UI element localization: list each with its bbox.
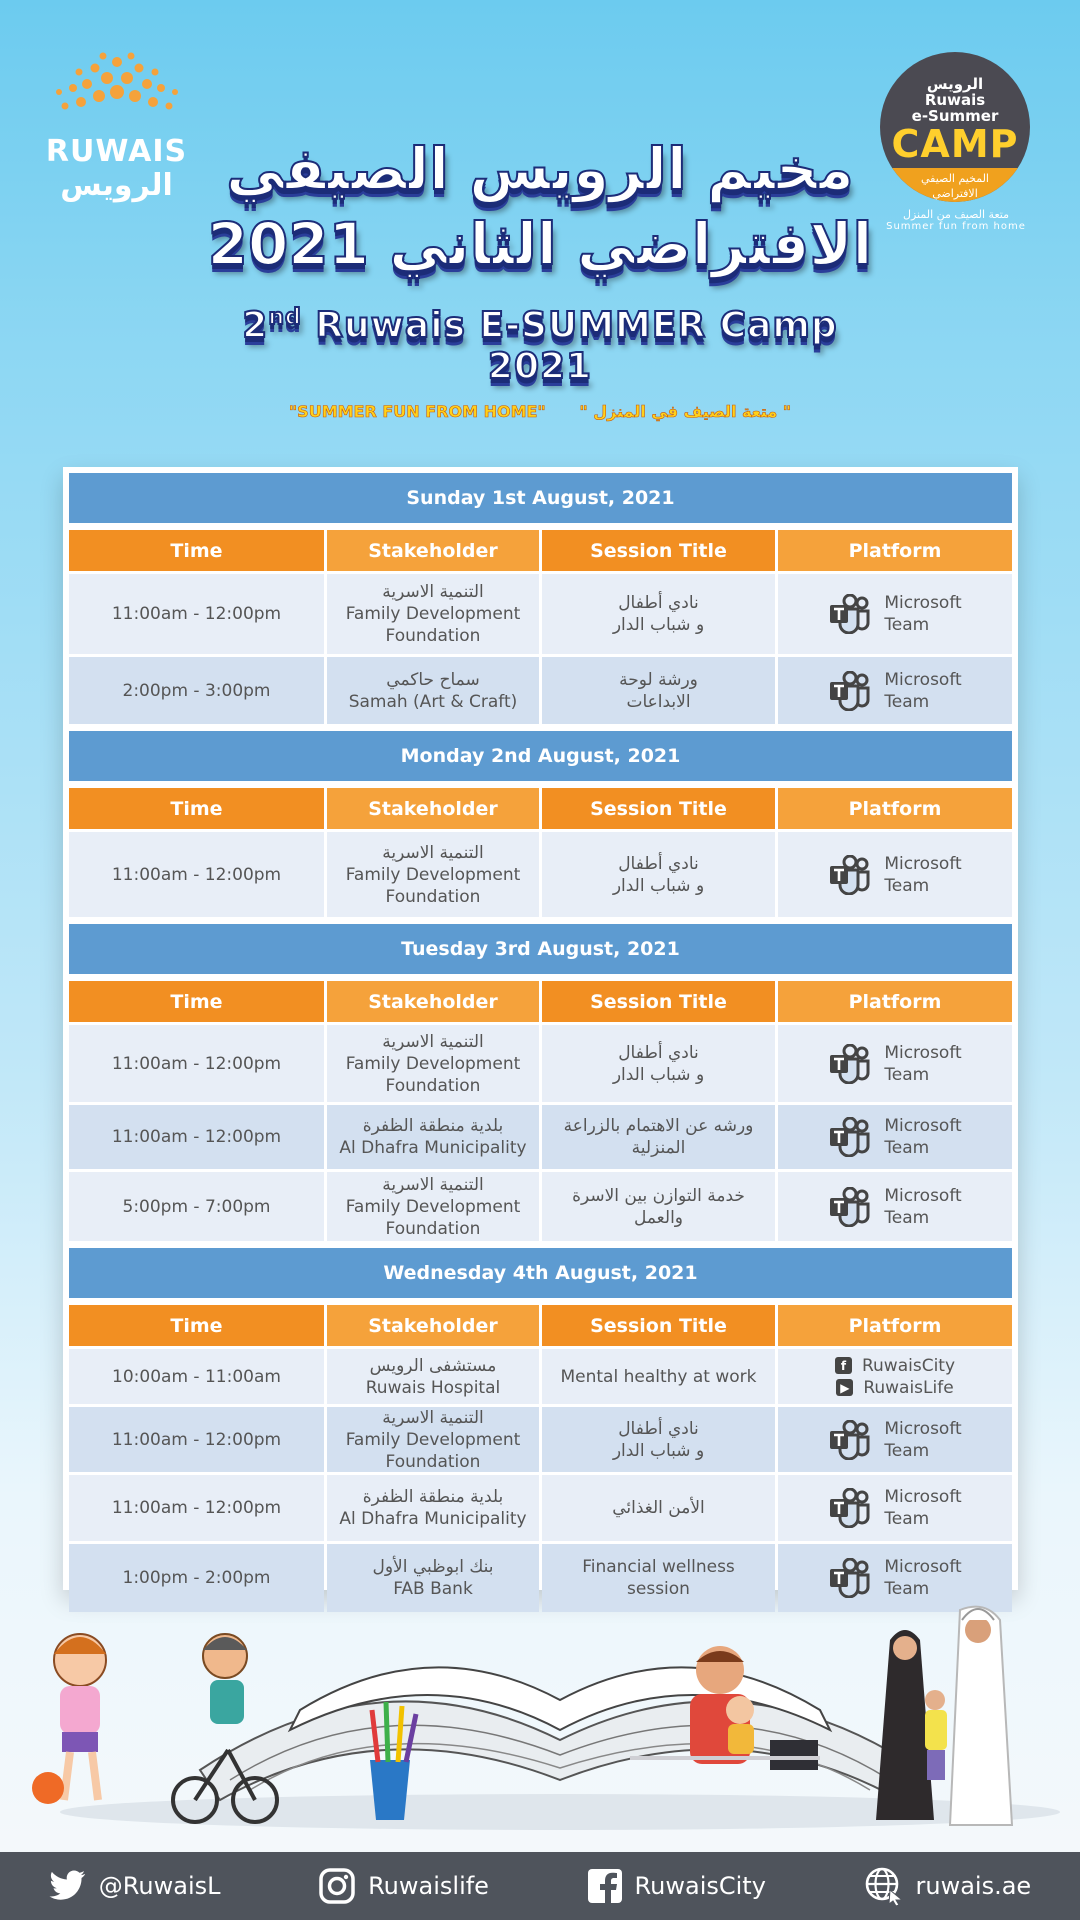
- badge-camp: CAMP: [891, 122, 1019, 166]
- platform-line: Team: [884, 1138, 930, 1158]
- globe-icon: [864, 1866, 904, 1906]
- session-line: الأمن الغذائي: [612, 1498, 705, 1518]
- stakeholder-line: بلدية منطقة الظفرة: [362, 1116, 504, 1136]
- stakeholder-line: Foundation: [385, 1218, 481, 1239]
- badge-en-line1: Ruwais: [924, 91, 986, 109]
- stakeholder-line: التنمية الاسرية: [382, 1031, 484, 1052]
- platform-line: Team: [884, 1064, 930, 1085]
- cell-stakeholder: [327, 571, 539, 654]
- cell-stakeholder: [327, 1022, 539, 1102]
- cell-platform: [778, 1022, 1012, 1102]
- table-row: [69, 654, 1012, 724]
- time-text: 10:00am - 11:00am: [112, 1366, 281, 1387]
- microsoft-teams-icon: [828, 594, 872, 634]
- cell-platform: [778, 571, 1012, 654]
- title-en-num: 2: [242, 305, 269, 346]
- stakeholder-line: التنمية الاسرية: [382, 842, 484, 863]
- session-line: و شباب الدار: [612, 875, 705, 896]
- microsoft-teams-icon: [828, 855, 872, 895]
- platform-line: Team: [884, 1579, 930, 1599]
- platform-line: Team: [884, 1440, 930, 1461]
- time-text: 11:00am - 12:00pm: [111, 1498, 282, 1518]
- stakeholder-line: Family Development: [345, 604, 521, 624]
- day-header: Tuesday 3rd August, 2021: [69, 924, 1012, 974]
- column-header-session: Session Title: [542, 530, 775, 571]
- ecamp-badge: [880, 52, 1032, 234]
- cell-stakeholder: [327, 829, 539, 917]
- microsoft-teams-icon: [828, 1044, 872, 1084]
- footer-instagram[interactable]: [318, 1867, 489, 1905]
- column-header-stakeholder: Stakeholder: [327, 788, 539, 829]
- session-line: و شباب الدار: [612, 615, 705, 635]
- sunburst-icon: [47, 50, 187, 130]
- badge-tagline-ar: متعة الصيف من المنزل: [903, 208, 1009, 221]
- tagline-en: "SUMMER FUN FROM HOME": [288, 402, 546, 421]
- facebook-icon: [587, 1868, 623, 1904]
- cell-time: [69, 1169, 324, 1241]
- footer-facebook-label: RuwaisCity: [634, 1872, 766, 1900]
- cell-platform: [778, 829, 1012, 917]
- stakeholder-line: Foundation: [385, 626, 481, 646]
- cell-session: [542, 829, 775, 917]
- cell-time: [69, 571, 324, 654]
- stakeholder-line: Samah (Art & Craft): [348, 691, 518, 712]
- column-header-time: Time: [69, 788, 324, 829]
- ruwais-logo: [44, 50, 189, 215]
- table-row: [69, 829, 1012, 917]
- twitter-icon: [49, 1869, 87, 1903]
- column-header-time: Time: [69, 1305, 324, 1346]
- platform-line: Microsoft: [884, 1418, 962, 1439]
- column-header-session: Session Title: [542, 788, 775, 829]
- stakeholder-line: Foundation: [385, 1075, 481, 1096]
- platform-line: Microsoft: [884, 1557, 962, 1577]
- table-row: [69, 1102, 1012, 1169]
- family-illustration: [876, 1607, 1012, 1825]
- footer-instagram-label: Ruwaislife: [368, 1872, 489, 1900]
- day-header: Monday 2nd August, 2021: [69, 731, 1012, 781]
- cell-platform: [778, 1404, 1012, 1472]
- platform-line: Microsoft: [884, 1185, 962, 1206]
- session-line: Financial wellness: [582, 1557, 735, 1577]
- logo-text-ar: الرويس: [60, 168, 173, 203]
- cell-time: [69, 1022, 324, 1102]
- girl-illustration: [32, 1634, 106, 1804]
- platform-line: Microsoft: [884, 1487, 962, 1507]
- stakeholder-line: بلدية منطقة الظفرة: [362, 1487, 504, 1507]
- stakeholder-line: Foundation: [385, 886, 481, 907]
- cell-stakeholder: [327, 1346, 539, 1404]
- session-line: المنزلية: [631, 1138, 686, 1158]
- table-row: [69, 1346, 1012, 1404]
- cell-time: [69, 654, 324, 724]
- time-text: 2:00pm - 3:00pm: [122, 680, 271, 701]
- stakeholder-line: FAB Bank: [393, 1579, 473, 1599]
- column-header-platform: Platform: [778, 788, 1012, 829]
- column-header-row: [69, 530, 1012, 571]
- column-header-row: [69, 788, 1012, 829]
- badge-band-line2: الافتراضي: [932, 187, 978, 200]
- column-header-platform: Platform: [778, 981, 1012, 1022]
- cell-stakeholder: [327, 1472, 539, 1541]
- cell-stakeholder: [327, 1169, 539, 1241]
- scene-illustration: [0, 1590, 1080, 1852]
- column-header-platform: Platform: [778, 530, 1012, 571]
- instagram-icon: [318, 1867, 356, 1905]
- platform-facebook[interactable]: [835, 1355, 955, 1377]
- column-header-platform: Platform: [778, 1305, 1012, 1346]
- cell-session: [542, 1346, 775, 1404]
- cell-time: [69, 1404, 324, 1472]
- column-header-stakeholder: Stakeholder: [327, 981, 539, 1022]
- time-text: 11:00am - 12:00pm: [111, 1053, 282, 1074]
- footer-twitter-label: @RuwaisL: [98, 1872, 221, 1900]
- session-line: والعمل: [633, 1207, 684, 1228]
- cell-session: [542, 1472, 775, 1541]
- platform-line: Microsoft: [884, 593, 962, 613]
- platform-line: Team: [884, 1509, 930, 1529]
- session-line: session: [627, 1579, 690, 1599]
- footer-twitter[interactable]: [49, 1869, 221, 1903]
- session-line: نادي أطفال: [618, 593, 699, 613]
- book-illustration: [200, 1667, 920, 1800]
- session-line: خدمة التوازن بين الاسرة: [572, 1185, 745, 1206]
- cell-session: [542, 654, 775, 724]
- title-ar-line2: الافتراضي الثاني 2021: [207, 210, 873, 278]
- cell-time: [69, 829, 324, 917]
- cell-session: [542, 1404, 775, 1472]
- stakeholder-line: التنمية الاسرية: [382, 582, 484, 602]
- platform-line: Microsoft: [884, 853, 962, 874]
- stakeholder-line: Foundation: [385, 1451, 481, 1472]
- platform-line: Team: [884, 875, 930, 896]
- cell-platform: [778, 1102, 1012, 1169]
- badge-band-line1: المخيم الصيفي: [920, 172, 989, 185]
- stakeholder-line: Family Development: [345, 1053, 521, 1074]
- cell-time: [69, 1102, 324, 1169]
- table-row: [69, 1169, 1012, 1241]
- table-row: [69, 1472, 1012, 1541]
- microsoft-teams-icon: [828, 671, 872, 711]
- cell-platform: [778, 1169, 1012, 1241]
- time-text: 11:00am - 12:00pm: [111, 864, 282, 885]
- stakeholder-line: Al Dhafra Municipality: [339, 1138, 527, 1158]
- session-line: و شباب الدار: [612, 1440, 705, 1461]
- tagline-ar: " متعة الصيف في المنزل ": [579, 402, 792, 421]
- cell-time: [69, 1472, 324, 1541]
- platform-line: Team: [884, 691, 930, 712]
- title-en-rest: Ruwais E-SUMMER Camp 2021: [301, 305, 838, 387]
- cell-platform: [778, 654, 1012, 724]
- platform-line: Team: [884, 615, 930, 635]
- session-line: ورشه عن الاهتمام بالزراعة: [563, 1116, 754, 1136]
- session-line: نادي أطفال: [618, 1418, 699, 1439]
- session-line: نادي أطفال: [618, 853, 699, 874]
- platform-line: Microsoft: [884, 1116, 962, 1136]
- column-header-time: Time: [69, 981, 324, 1022]
- cell-stakeholder: [327, 1102, 539, 1169]
- badge-tagline-en: Summer fun from home: [886, 221, 1026, 232]
- platform-line: Microsoft: [884, 669, 962, 690]
- time-text: 1:00pm - 2:00pm: [122, 1568, 271, 1588]
- stakeholder-line: التنمية الاسرية: [382, 1174, 484, 1195]
- session-line: و شباب الدار: [612, 1064, 705, 1085]
- time-text: 11:00am - 12:00pm: [111, 1429, 282, 1450]
- stakeholder-line: سماح حاكمي: [386, 669, 480, 690]
- session-line: ورشة لوحة: [619, 669, 698, 690]
- cell-time: [69, 1346, 324, 1404]
- column-header-row: [69, 981, 1012, 1022]
- facebook-icon: f: [835, 1357, 852, 1374]
- session-line: نادي أطفال: [618, 1042, 699, 1063]
- cell-session: [542, 1102, 775, 1169]
- time-text: 11:00am - 12:00pm: [111, 1127, 282, 1147]
- table-row: [69, 1022, 1012, 1102]
- time-text: 5:00pm - 7:00pm: [122, 1196, 271, 1217]
- title-en: [200, 305, 880, 387]
- schedule-table: [63, 467, 1018, 1599]
- session-line: الابداعات: [626, 691, 691, 712]
- cell-platform: [778, 1346, 1012, 1404]
- microsoft-teams-icon: [828, 1488, 872, 1528]
- footer-social-bar: [0, 1852, 1080, 1920]
- stakeholder-line: بنك ابوظبي الأول: [372, 1557, 494, 1577]
- tagline: [200, 402, 880, 421]
- column-header-time: Time: [69, 530, 324, 571]
- day-header: Sunday 1st August, 2021: [69, 473, 1012, 523]
- cell-stakeholder: [327, 1404, 539, 1472]
- youtube-icon: ▶: [836, 1379, 853, 1396]
- badge-en-line2: e-Summer: [911, 107, 999, 125]
- platform-line: Team: [884, 1207, 930, 1228]
- footer-website[interactable]: [864, 1866, 1032, 1906]
- session-line: Mental healthy at work: [560, 1366, 757, 1387]
- stakeholder-line: مستشفى الرويس: [369, 1355, 497, 1376]
- stakeholder-line: Ruwais Hospital: [365, 1377, 501, 1398]
- column-header-row: [69, 1305, 1012, 1346]
- cell-session: [542, 1022, 775, 1102]
- column-header-stakeholder: Stakeholder: [327, 1305, 539, 1346]
- microsoft-teams-icon: [828, 1187, 872, 1227]
- microsoft-teams-icon: [828, 1420, 872, 1460]
- cell-platform: [778, 1472, 1012, 1541]
- footer-facebook[interactable]: [587, 1868, 766, 1904]
- table-row: [69, 1404, 1012, 1472]
- badge-band: [880, 168, 1030, 202]
- stakeholder-line: التنمية الاسرية: [382, 1407, 484, 1428]
- platform-line: Microsoft: [884, 1042, 962, 1063]
- column-header-session: Session Title: [542, 1305, 775, 1346]
- column-header-session: Session Title: [542, 981, 775, 1022]
- platform-social-label: RuwaisLife: [863, 1377, 954, 1398]
- stakeholder-line: Family Development: [345, 1196, 521, 1217]
- stakeholder-line: Family Development: [345, 864, 521, 885]
- cell-stakeholder: [327, 654, 539, 724]
- stakeholder-line: Al Dhafra Municipality: [339, 1509, 527, 1529]
- microsoft-teams-icon: [828, 1117, 872, 1157]
- time-text: 11:00am - 12:00pm: [111, 604, 282, 624]
- footer-website-label: ruwais.ae: [915, 1872, 1032, 1900]
- table-row: [69, 571, 1012, 654]
- cell-session: [542, 571, 775, 654]
- platform-social-label: RuwaisCity: [861, 1355, 956, 1376]
- cell-session: [542, 1169, 775, 1241]
- stakeholder-line: Family Development: [345, 1429, 521, 1450]
- title-en-sup: nd: [268, 305, 302, 330]
- logo-text-en: RUWAIS: [45, 134, 188, 169]
- title-ar-line1: مخيم الرويس الصيفي: [226, 135, 854, 203]
- platform-youtube[interactable]: [836, 1377, 953, 1399]
- day-header: Wednesday 4th August, 2021: [69, 1248, 1012, 1298]
- column-header-stakeholder: Stakeholder: [327, 530, 539, 571]
- badge-ar-top: الرويس: [926, 75, 984, 93]
